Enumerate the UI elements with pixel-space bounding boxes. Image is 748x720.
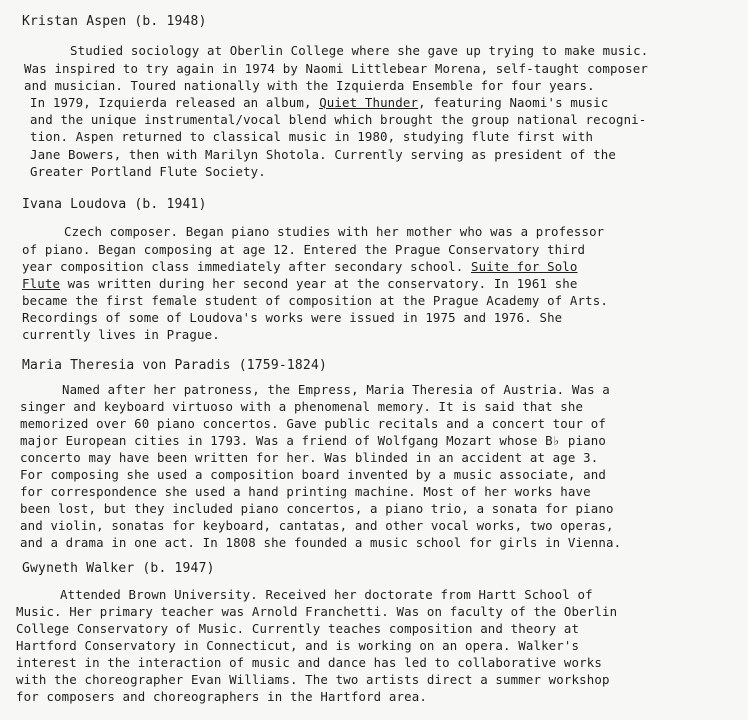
bio-line: interest in the interaction of music and dance has led to collaborative works xyxy=(16,655,602,670)
bio-line xyxy=(22,276,578,291)
bio-text: In 1979, Izquierda released an album, xyxy=(30,95,320,110)
bio-text: was written during her second year at the conservatory. In 1961 she xyxy=(60,276,578,291)
bio-line: Music. Her primary teacher was Arnold Franchetti. Was on faculty of the Oberlin xyxy=(16,604,618,619)
bio-line: Attended Brown University. Received her doctorate from Hartt School of xyxy=(60,587,593,602)
bio-line xyxy=(22,259,578,274)
album-title: Quiet Thunder xyxy=(319,95,419,110)
bio-line xyxy=(30,95,608,110)
bio-name: Kristan Aspen (b. 1948) xyxy=(22,14,207,29)
bio-line: major European cities in 1793. Was a friend of Wolfgang Mozart whose B♭ piano xyxy=(20,433,606,448)
bio-line: Named after her patroness, the Empress, Maria Theresia of Austria. Was a xyxy=(62,382,610,397)
bio-line: for composers and choreographers in the Hartford area. xyxy=(16,689,427,704)
bio-line: singer and keyboard virtuoso with a phenomenal memory. It is said that she xyxy=(20,399,584,414)
bio-line: with the choreographer Evan Williams. The two artists direct a summer workshop xyxy=(16,672,610,687)
bio-line: Hartford Conservatory in Connecticut, and is working on an opera. Walker's xyxy=(16,638,580,653)
bio-line: Studied sociology at Oberlin College where she gave up trying to make music. xyxy=(70,43,649,58)
bio-line: tion. Aspen returned to classical music in 1980, studying flute first with xyxy=(30,129,594,144)
bio-line: and the unique instrumental/vocal blend which brought the group national recogni- xyxy=(30,112,647,127)
bio-line: and a drama in one act. In 1808 she founded a music school for girls in Vienna. xyxy=(20,535,622,550)
bio-line: Jane Bowers, then with Marilyn Shotola. Currently serving as president of the xyxy=(30,147,616,162)
bio-line: currently lives in Prague. xyxy=(22,327,220,342)
bio-line: Was inspired to try again in 1974 by Naomi Littlebear Morena, self-taught composer xyxy=(24,61,649,76)
bio-text: , featuring Naomi's music xyxy=(418,95,609,110)
bio-line: College Conservatory of Music. Currently teaches composition and theory at xyxy=(16,621,580,636)
bio-line: became the first female student of composition at the Prague Academy of Arts. xyxy=(22,293,608,308)
work-title: Flute xyxy=(22,276,61,291)
bio-line: and musician. Toured nationally with the Izquierda Ensemble for four years. xyxy=(24,78,595,93)
bio-name: Maria Theresia von Paradis (1759-1824) xyxy=(22,358,328,373)
bio-line: concerto may have been written for her. Was blinded in an accident at age 3. xyxy=(20,450,599,465)
bio-name: Gwyneth Walker (b. 1947) xyxy=(22,561,215,576)
bio-line: Czech composer. Began piano studies with her mother who was a professor xyxy=(64,224,605,239)
bio-name: Ivana Loudova (b. 1941) xyxy=(22,197,207,212)
bio-line: memorized over 60 piano concertos. Gave public recitals and a concert tour of xyxy=(20,416,606,431)
bio-line: and violin, sonatas for keyboard, cantatas, and other vocal works, two operas, xyxy=(20,518,614,533)
bio-text: year composition class immediately after secondary school. xyxy=(22,259,471,274)
bio-line: Greater Portland Flute Society. xyxy=(30,164,266,179)
work-title: Suite for Solo xyxy=(470,259,578,274)
bio-line: of piano. Began composing at age 12. Entered the Prague Conservatory third xyxy=(22,242,586,257)
bio-line: For composing she used a composition board invented by a music associate, and xyxy=(20,467,606,482)
bio-line: Recordings of some of Loudova's works were issued in 1975 and 1976. She xyxy=(22,310,563,325)
bio-line: for correspondence she used a hand printing machine. Most of her works have xyxy=(20,484,591,499)
bio-line: been lost, but they included piano concertos, a piano trio, a sonata for piano xyxy=(20,501,614,516)
